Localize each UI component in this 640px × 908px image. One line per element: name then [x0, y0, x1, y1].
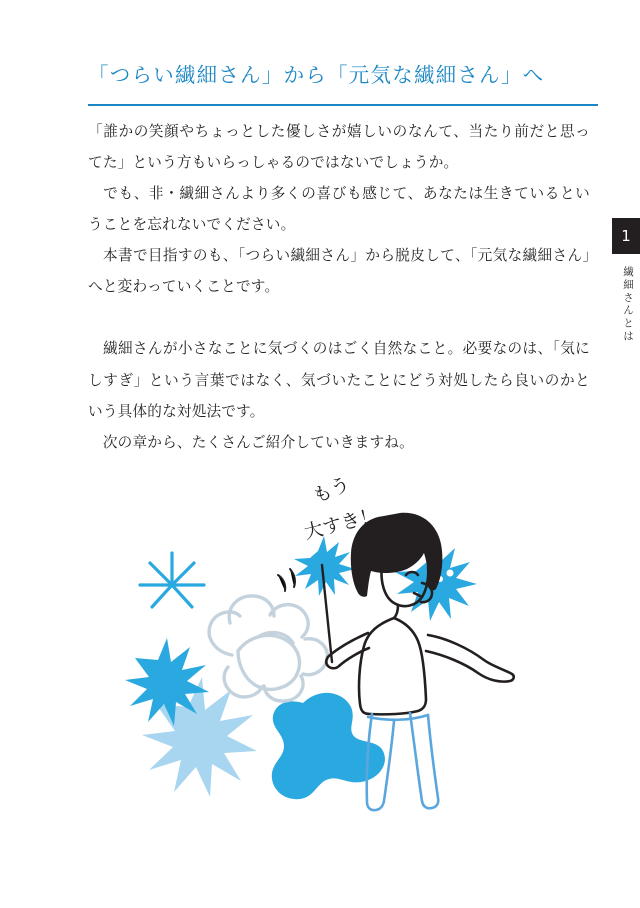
- scribble-cloud: [209, 596, 327, 701]
- paragraph: でも、非・繊細さんより多くの喜びも感じて、あなたは生きているということを忘れないでください。: [88, 185, 590, 234]
- speech-text-line2: 大すき！: [301, 504, 381, 544]
- paragraph: 本書で目指すのも、「つらい繊細さん」から脱皮して、「元気な繊細さん」へと変わっていくことです。: [88, 247, 590, 296]
- chapter-title-vertical: 繊細さんとは: [622, 266, 634, 343]
- paragraph: 次の章から、たくさんご紹介していきますね。: [88, 433, 414, 451]
- paragraph-spacer: [88, 302, 590, 333]
- waist-line: [368, 715, 428, 720]
- speech-text-line1: もう: [309, 472, 354, 508]
- chapter-number-tab: 1: [612, 218, 640, 254]
- section-heading-container: [88, 58, 598, 97]
- leg-right: [410, 713, 438, 808]
- sparkle-burst: [140, 553, 204, 607]
- burst-dot: [447, 570, 454, 577]
- neck: [394, 605, 398, 618]
- arm-right: [426, 635, 514, 682]
- page-title: 「つらい繊細さん」から「元気な繊細さん」へ: [88, 63, 545, 87]
- paragraph: 「誰かの笑顔やちょっとした優しさが嬉しいのなんて、当たり前だと思ってた」という方もいらっしゃるのではないでしょうか。: [88, 123, 590, 172]
- small-sparkle: [278, 569, 295, 591]
- body-text-column: [88, 116, 590, 458]
- paragraph: 繊細さんが小さなことに気づくのはごく自然なこと。必要なのは、「気にしすぎ」という言葉ではなく、気づいたことにどう対処したら良いのかという具体的な対処法です。: [88, 340, 590, 420]
- heading-divider: [88, 104, 598, 106]
- illustration: [110, 455, 560, 855]
